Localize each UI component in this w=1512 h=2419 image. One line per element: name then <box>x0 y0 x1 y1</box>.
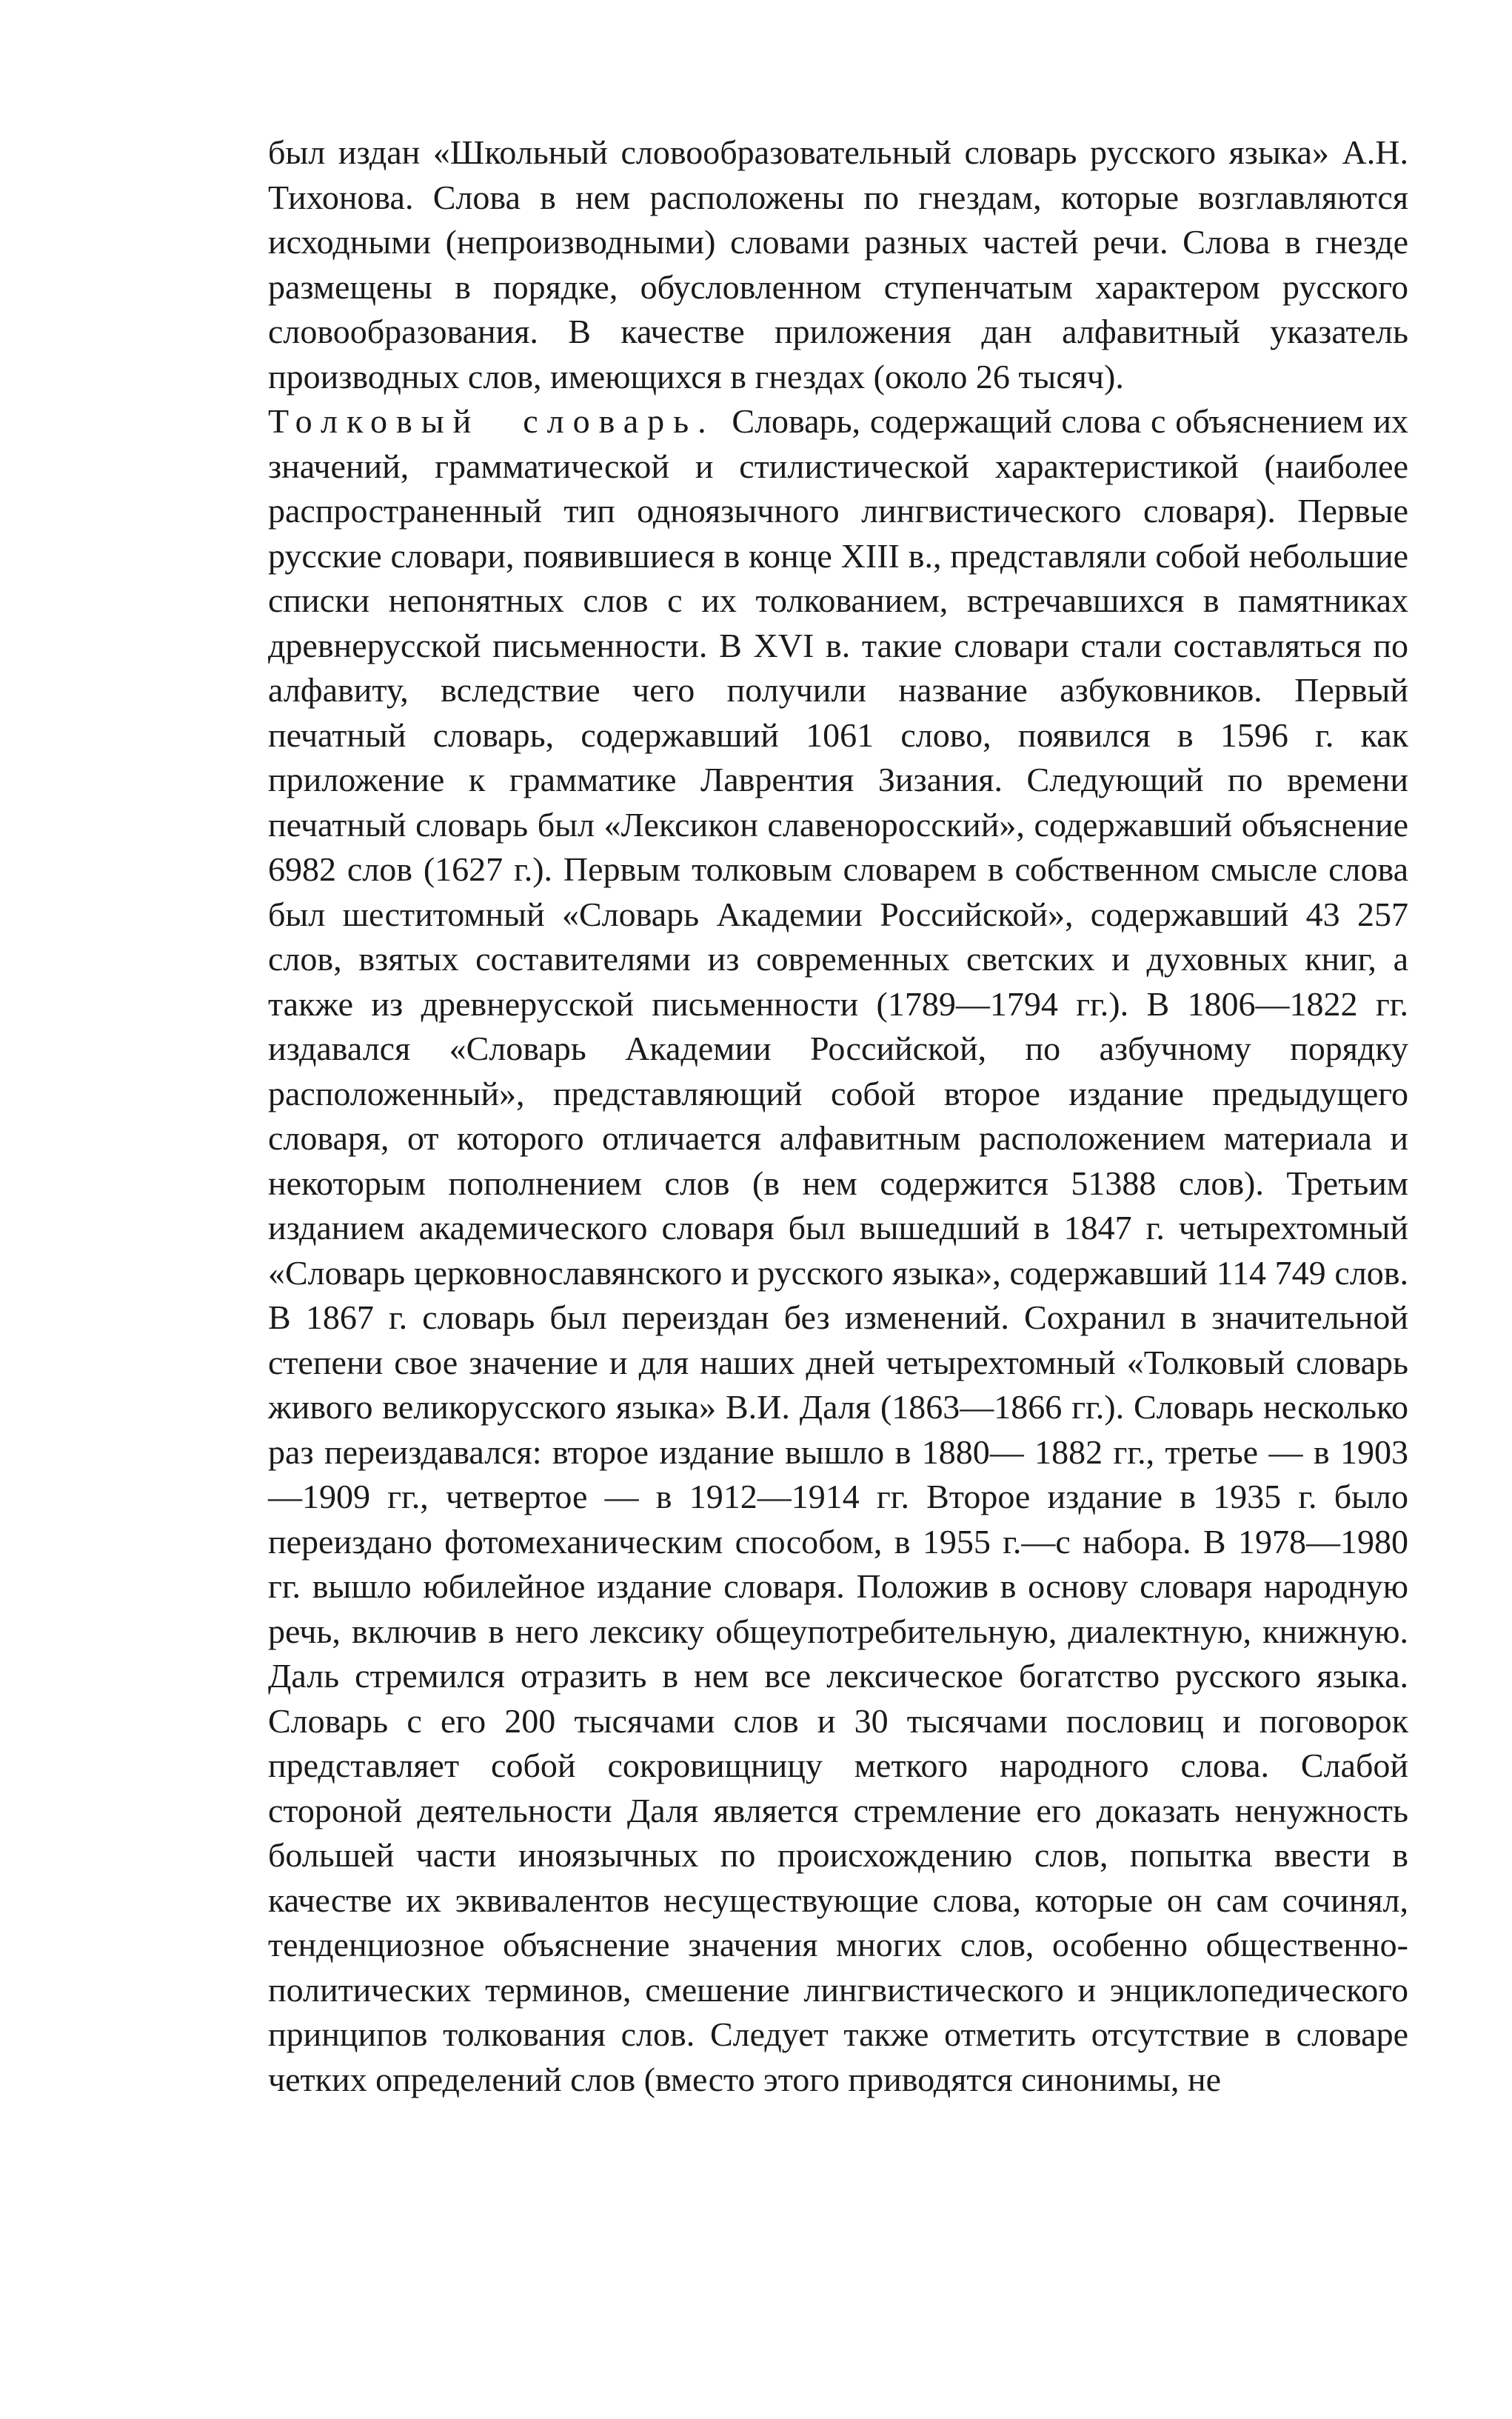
paragraph-school-dictionary: был издан «Школьный словообразовательный словарь русского языка» А.Н. Тихонова. Слова в нем расположены по гнездам, которые возглавляются исходными (непроизводными) словами разных частей речи. Слова в гнезде размещены в порядке, обусловленном ступенчатым характером русского словообразования. В качестве приложения дан алфавитный указатель производных слов, имеющихся в гнездах (около 26 тысяч). <box>268 133 1408 396</box>
paragraph-explanatory-text: Словарь, содержащий слова с объяснением их значений, грамматической и стилистической характеристикой (наиболее распространенный тип одноязычного лингвистического словаря). Первые русские словари, появившиеся в конце XIII в., представляли собой небольшие списки непонятных слов с их толкованием, встречавшихся в памятниках древнерусской письменности. В XVI в. такие словари стали составляться по алфавиту, вследствие чего получили название азбуковников. Первый печатный словарь, содержавший 1061 слово, появился в 1596 г. как приложение к грамматике Лаврентия Зизания. Следующий по времени печатный словарь был «Лексикон славеноросский», содержавший объяснение 6982 слов (1627 г.). Первым толковым словарем в собственном смысле слова был шеститомный «Словарь Академии Российской», содержавший 43 257 слов, взятых составителями из современных светских и духовных книг, а также из древнерусской письменности (1789—1794 гг.). В 1806—1822 гг. издавался «Словарь Академии Российской, по азбучному порядку расположенный», представляющий собой второе издание предыдущего словаря, от которого отличается алфавитным расположением материала и некоторым пополнением слов (в нем содержится 51388 слов). Третьим изданием академического словаря был вышедший в 1847 г. четырехтомный «Словарь церковнославянского и русского языка», содержавший 114 749 слов. В 1867 г. словарь был переиздан без изменений. Сохранил в значительной степени свое значение и для наших дней четырехтомный «Толковый словарь живого великорусского языка» В.И. Даля (1863—1866 гг.). Словарь несколько раз переиздавался: второе издание вышло в 1880— 1882 гг., третье — в 1903—1909 гг., четвертое — в 1912—1914 гг. Второе издание в 1935 г. было переиздано фотомеханическим способом, в 1955 г.—с набора. В 1978—1980 гг. вышло юбилейное издание словаря. Положив в основу словаря народную речь, включив в него лексику общеупотребительную, диалектную, книжную. Даль стремился отразить в нем все лексическое богатство русского языка. Словарь с его 200 тысячами слов и 30 тысячами пословиц и поговорок представляет собой сокровищницу меткого народного слова. Слабой стороной деятельности Даля является стремление его доказать ненужность большей части иноязычных по происхождению слов, попытка ввести в качестве их эквивалентов несуществующие слова, которые он сам сочинял, тенденциозное объяснение значения многих слов, особенно общественно-политических терминов, смешение лингвистического и энциклопедического принципов толкования слов. Следует также отметить отсутствие в словаре четких определений слов (вместо этого приводятся синонимы, не <box>268 402 1408 2098</box>
term-word-1: Толковый <box>268 402 481 440</box>
term-word-2: словарь. <box>523 402 715 440</box>
page-body <box>268 130 1408 2102</box>
paragraph-explanatory-dictionary <box>268 399 1408 2102</box>
